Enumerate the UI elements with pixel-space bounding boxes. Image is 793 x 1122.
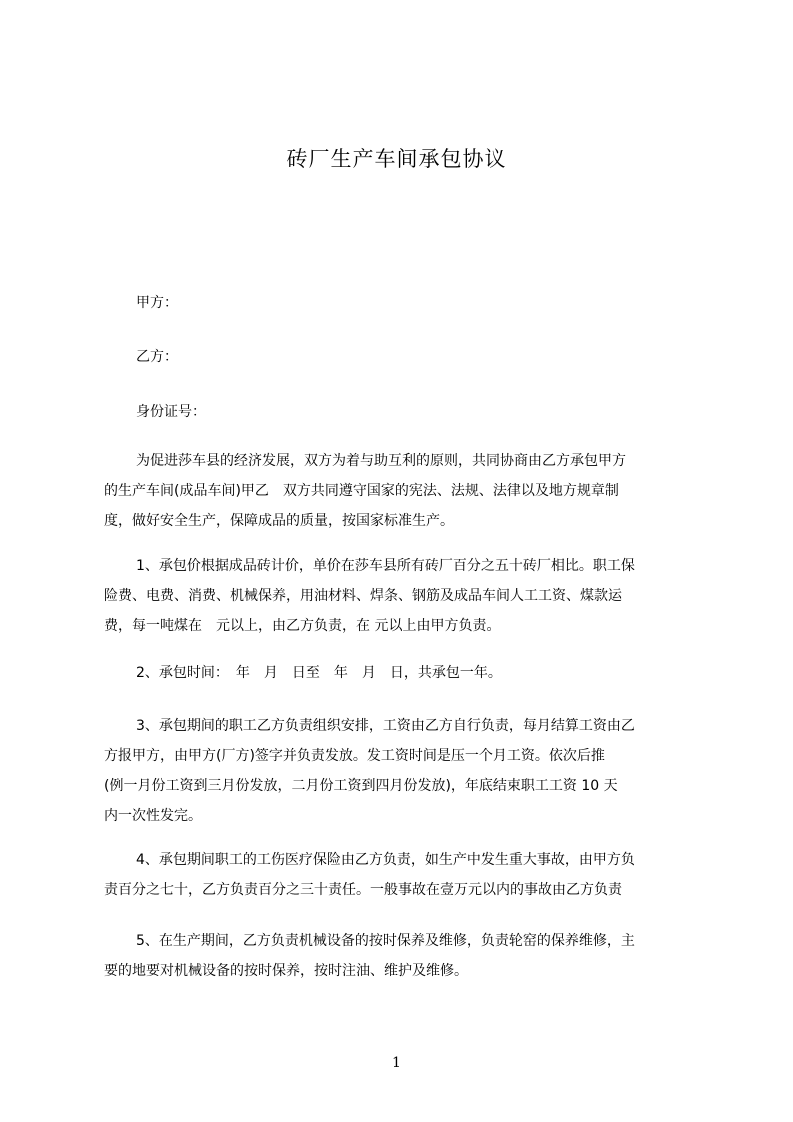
clause-4-paragraph — [104, 845, 708, 905]
paragraph-line: 度，做好安全生产，保障成品的质量，按国家标准生产。 — [104, 513, 454, 529]
party-b-field: 乙方： — [136, 349, 178, 365]
intro-paragraph — [104, 446, 708, 536]
page-number: 1 — [392, 1055, 401, 1071]
paragraph-line: 内一次性发完。 — [104, 808, 202, 824]
clause-3-paragraph — [104, 711, 708, 831]
paragraph-line: 4、承包期间职工的工伤医疗保险由乙方负责，如生产中发生重大事故，由甲方负 — [136, 852, 635, 868]
paragraph-line: 为促进莎车县的经济发展，双方为着与助互利的原则，共同协商由乙方承包甲方 — [136, 453, 626, 469]
clause-2-paragraph — [104, 658, 708, 688]
paragraph-line: 的生产车间(成品车间)甲乙 双方共同遵守国家的宪法、法规、法律以及地方规章制 — [104, 483, 619, 499]
paragraph-line: 1、承包价根据成品砖计价，单价在莎车县所有砖厂百分之五十砖厂相比。职工保 — [136, 558, 635, 574]
paragraph-line: 费，每一吨煤在 元以上，由乙方负责，在 元以上由甲方负责。 — [104, 618, 501, 634]
paragraph-line: 方报甲方，由甲方(厂方)签字并负责发放。发工资时间是压一个月工资。依次后推 — [104, 748, 605, 764]
paragraph-line: 3、承包期间的职工乙方负责组织安排，工资由乙方自行负责，每月结算工资由乙 — [136, 718, 635, 734]
clause-1-paragraph — [104, 551, 708, 641]
clause-5-paragraph — [104, 926, 708, 986]
paragraph-line: 5、在生产期间，乙方负责机械设备的按时保养及维修，负责轮窑的保养维修，主 — [136, 933, 635, 949]
paragraph-line: 责百分之七十，乙方负责百分之三十责任。一般事故在壹万元以内的事故由乙方负责 — [104, 882, 622, 898]
paragraph-line: 要的地要对机械设备的按时保养，按时注油、维护及维修。 — [104, 963, 468, 979]
paragraph-line: 险费、电费、消费、机械保养，用油材料、焊条、钢筋及成品车间人工工资、煤款运 — [104, 588, 622, 604]
party-a-field: 甲方： — [136, 295, 178, 311]
document-title: 砖厂生产车间承包协议 — [286, 147, 507, 171]
id-number-field: 身份证号： — [136, 404, 206, 420]
paragraph-line: (例一月份工资到三月份发放，二月份工资到四月份发放)，年底结束职工工资 10 天 — [104, 778, 618, 794]
paragraph-line: 2、承包时间： 年 月 日至 年 月 日，共承包一年。 — [136, 665, 502, 681]
